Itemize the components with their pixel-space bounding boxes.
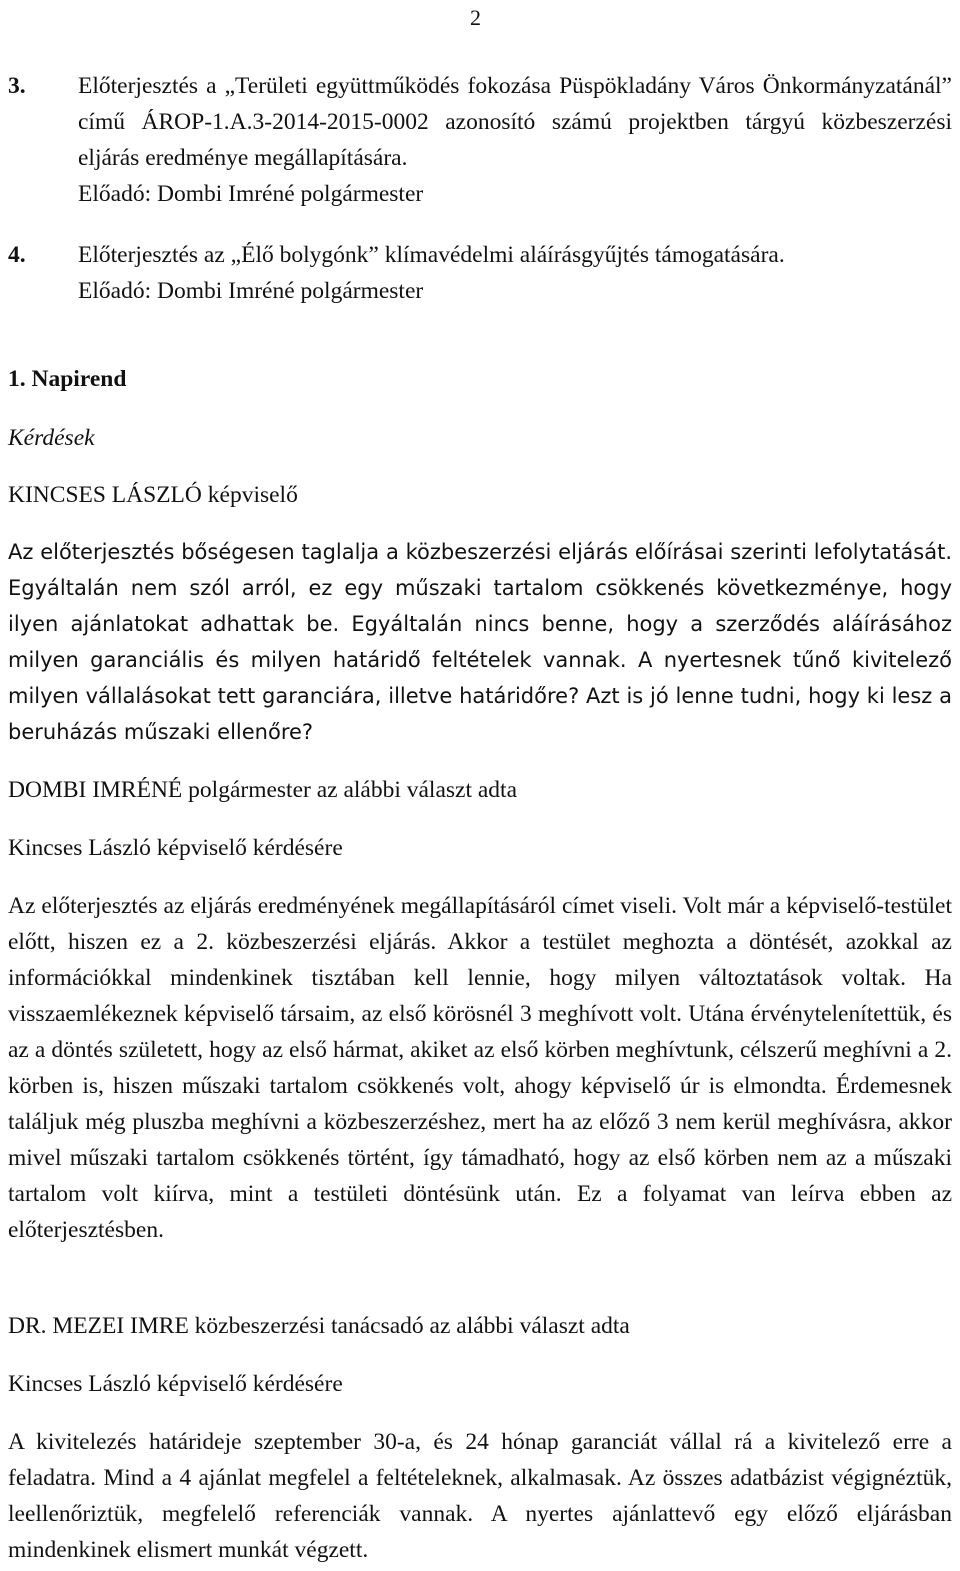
agenda-item-presenter: Előadó: Dombi Imréné polgármester: [78, 181, 424, 207]
subheading: Kérdések: [8, 425, 95, 451]
agenda-item-text: Előterjesztés a „Területi együttműködés fokozása Püspökladány Város Önkormányzatánál” című ÁROP-1.A.3-2014-2015-0002 azonosító számú projektben tárgyú közbeszerzési eljárás eredménye megállapítására.: [78, 73, 952, 171]
page-number: 2: [470, 5, 481, 30]
agenda-item-number: 3.: [8, 73, 26, 99]
agenda-item-text: Előterjesztés az „Élő bolygónk” klímavédelmi aláírásgyűjtés támogatására.: [78, 242, 785, 268]
speaker-mezei-heading: DR. MEZEI IMRE közbeszerzési tanácsadó az alábbi választ adta: [8, 1313, 630, 1339]
agenda-item-number: 4.: [8, 242, 26, 268]
speaker-dombi-heading: DOMBI IMRÉNÉ polgármester az alábbi választ adta: [8, 777, 518, 803]
speaker-dombi-text: Az előterjesztés az eljárás eredményének megállapításáról címet viseli. Volt már a képviselő-testület előtt, hiszen ez a 2. közbeszerzési eljárás. Akkor a testület meghozta a döntését, azokkal az információkkal mindenkinek tisztában kell lennie, hogy milyen változtatások voltak. Ha visszaemlékeznek képviselő társaim, az első körösnél 3 meghívott volt. Utána érvénytelenítettük, és az a döntés született, hogy az első hármat, akiket az első körben meghívtunk, célszerű meghívni a 2. körben is, hiszen műszaki tartalom csökkenés volt, ahogy képviselő úr is elmondta. Érdemesnek találjuk még pluszba meghívni a közbeszerzéshez, mert ha az előző 3 nem kerül meghívásra, akkor mivel műszaki tartalom csökkenés történt, így támadható, hogy az első körben nem az a műszaki tartalom volt kiírva, mint a testületi döntésünk után. Ez a folyamat van leírva ebben az előterjesztésben.: [8, 893, 952, 1243]
speaker-kincses-text: Az előterjesztés bőségesen taglalja a közbeszerzési eljárás előírásai szerinti lefolytatását. Egyáltalán nem szól arról, ez egy műszaki tartalom csökkenés következménye, hogy ilyen ajánlatokat adhattak be. Egyáltalán nincs benne, hogy a szerződés aláírásához milyen garanciális és milyen határidő feltételek vannak. A nyertesnek tűnő kivitelező milyen vállalásokat tett garanciára, illetve határidőre? Azt is jó lenne tudni, hogy ki lesz a beruházás műszaki ellenőre?: [8, 540, 952, 744]
speaker-mezei-text: A kivitelezés határideje szeptember 30-a, és 24 hónap garanciát vállal rá a kivitelező erre a feladatra. Mind a 4 ajánlat megfelel a feltételeknek, alkalmasak. Az összes adatbázist végignéztük, leellenőriztük, megfelelő referenciák vannak. A nyertes ajánlattevő egy előző eljárásban mindenkinek elismert munkát végzett.: [8, 1429, 952, 1563]
speaker-dombi-recipient: Kincses László képviselő kérdésére: [8, 835, 343, 861]
speaker-mezei-recipient: Kincses László képviselő kérdésére: [8, 1371, 343, 1397]
speaker-kincses-heading: KINCSES LÁSZLÓ képviselő: [8, 482, 298, 508]
agenda-item-4: [8, 237, 952, 309]
agenda-item-presenter: Előadó: Dombi Imréné polgármester: [78, 278, 424, 304]
section-heading: 1. Napirend: [8, 366, 127, 392]
agenda-item-3: [8, 68, 952, 212]
